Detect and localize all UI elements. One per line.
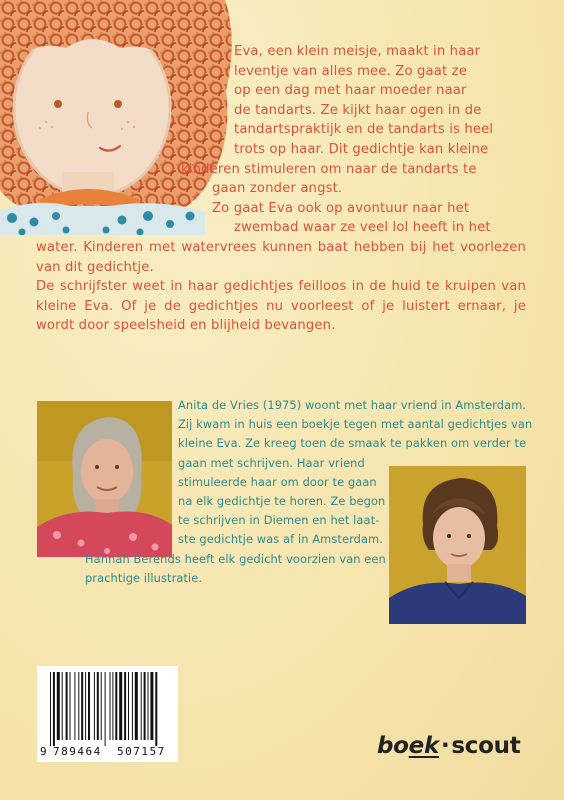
blurb-line: Zo gaat Eva ook op avontuur naar het: [212, 200, 470, 216]
barcode-bar: [94, 672, 95, 740]
barcode-bar: [85, 672, 86, 740]
isbn-first-digit: 9: [40, 745, 47, 758]
barcode-bar: [124, 672, 126, 740]
barcode-bar: [119, 672, 122, 740]
barcode-bar: [115, 672, 117, 740]
blurb-line: Eva, een klein meisje, maakt in haar: [234, 44, 481, 59]
barcode-bar: [78, 672, 79, 740]
barcode-bar: [50, 672, 51, 746]
blurb-line: op een dag met haar moeder naar: [234, 83, 467, 99]
bio-line: Zij kwam in huis een boekje tegen met aantal gedichtjes van: [178, 417, 533, 432]
barcode-bar: [70, 672, 71, 740]
author-photo-anita: [37, 401, 172, 557]
blurb-paragraph-1: [36, 42, 526, 199]
barcode-bar: [97, 672, 99, 740]
barcode-bar: [74, 672, 75, 740]
barcode-bar: [110, 672, 111, 740]
bio-line: na elk gedichtje te horen. Ze begon: [178, 494, 386, 509]
book-blurb: [36, 42, 526, 336]
barcode-bar: [101, 672, 102, 740]
blurb-line: zwembad waar ze veel lol heeft in het: [234, 220, 491, 236]
blurb-line: de tandarts. Ze kijkt haar ogen in de: [234, 102, 482, 118]
blurb-line: kinderen stimuleren om naar de tandarts te: [181, 161, 477, 177]
barcode-bar: [88, 672, 90, 740]
barcode-bar: [141, 672, 142, 740]
bio-line: prachtige illustratie.: [85, 570, 203, 585]
barcode-bar: [132, 672, 133, 740]
barcode-bar: [81, 672, 83, 740]
barcode-bar: [155, 672, 157, 746]
barcode-bar: [66, 672, 68, 740]
barcode-bar: [144, 672, 146, 740]
barcode-bar: [148, 672, 149, 740]
isbn-right-digits: 507157: [117, 745, 166, 758]
illustrator-photo-hannah: [389, 466, 526, 624]
barcode-bar: [53, 672, 55, 746]
bio-line: gaan met schrijven. Haar vriend: [178, 455, 365, 470]
barcode-bar: [57, 672, 60, 740]
publisher-logo: [377, 733, 520, 759]
bio-line: ste gedichtje was af in Amsterdam.: [178, 532, 383, 547]
barcode-bar: [135, 672, 138, 740]
blurb-line: gaan zonder angst.: [212, 181, 343, 197]
barcode-bar: [112, 672, 113, 740]
logo-word-scout: scout: [451, 733, 521, 759]
barcode-bar: [62, 672, 63, 740]
blurb-line: tandartspraktijk en de tandarts is heel: [234, 122, 494, 138]
blurb-paragraph-2-start: [36, 199, 526, 219]
bio-line: stimuleerde haar om door te gaan: [178, 474, 377, 489]
blurb-line: leventje van alles mee. Zo gaat ze: [234, 63, 467, 79]
barcode-bar: [128, 672, 129, 740]
bio-line: Anita de Vries (1975) woont met haar vriend in Amsterdam.: [178, 398, 527, 412]
bio-line: kleine Eva. Ze kreeg toen de smaak te pakken om verder te: [178, 436, 527, 451]
barcode-bar: [105, 672, 106, 746]
blurb-line: trots op haar. Dit gedichtje kan kleine: [234, 141, 489, 157]
logo-dot: ·: [440, 733, 450, 759]
blurb-paragraph-3: De schrijfster weet in haar gedichtjes feilloos in de huid te kruipen van kleine Eva. Of je de gedichtjes nu voorleest of je luistert ernaar, je wordt door speelsheid en blijheid bevangen.: [36, 279, 526, 334]
logo-word-boek: boek: [377, 733, 439, 759]
bio-line: Hannah Berends heeft elk gedicht voorzien van een: [85, 551, 386, 566]
isbn-left-digits: 789464: [53, 745, 102, 758]
bio-line: te schrijven in Diemen en het laat-: [178, 513, 380, 528]
blurb-paragraph-2-second: [36, 218, 526, 238]
isbn-barcode: [37, 666, 178, 762]
barcode-bar: [150, 672, 153, 740]
blurb-paragraph-2-rest: water. Kinderen met watervrees kunnen baat hebben bij het voorlezen van dit gedichtje.: [36, 239, 526, 275]
barcode-bars: [42, 672, 173, 746]
